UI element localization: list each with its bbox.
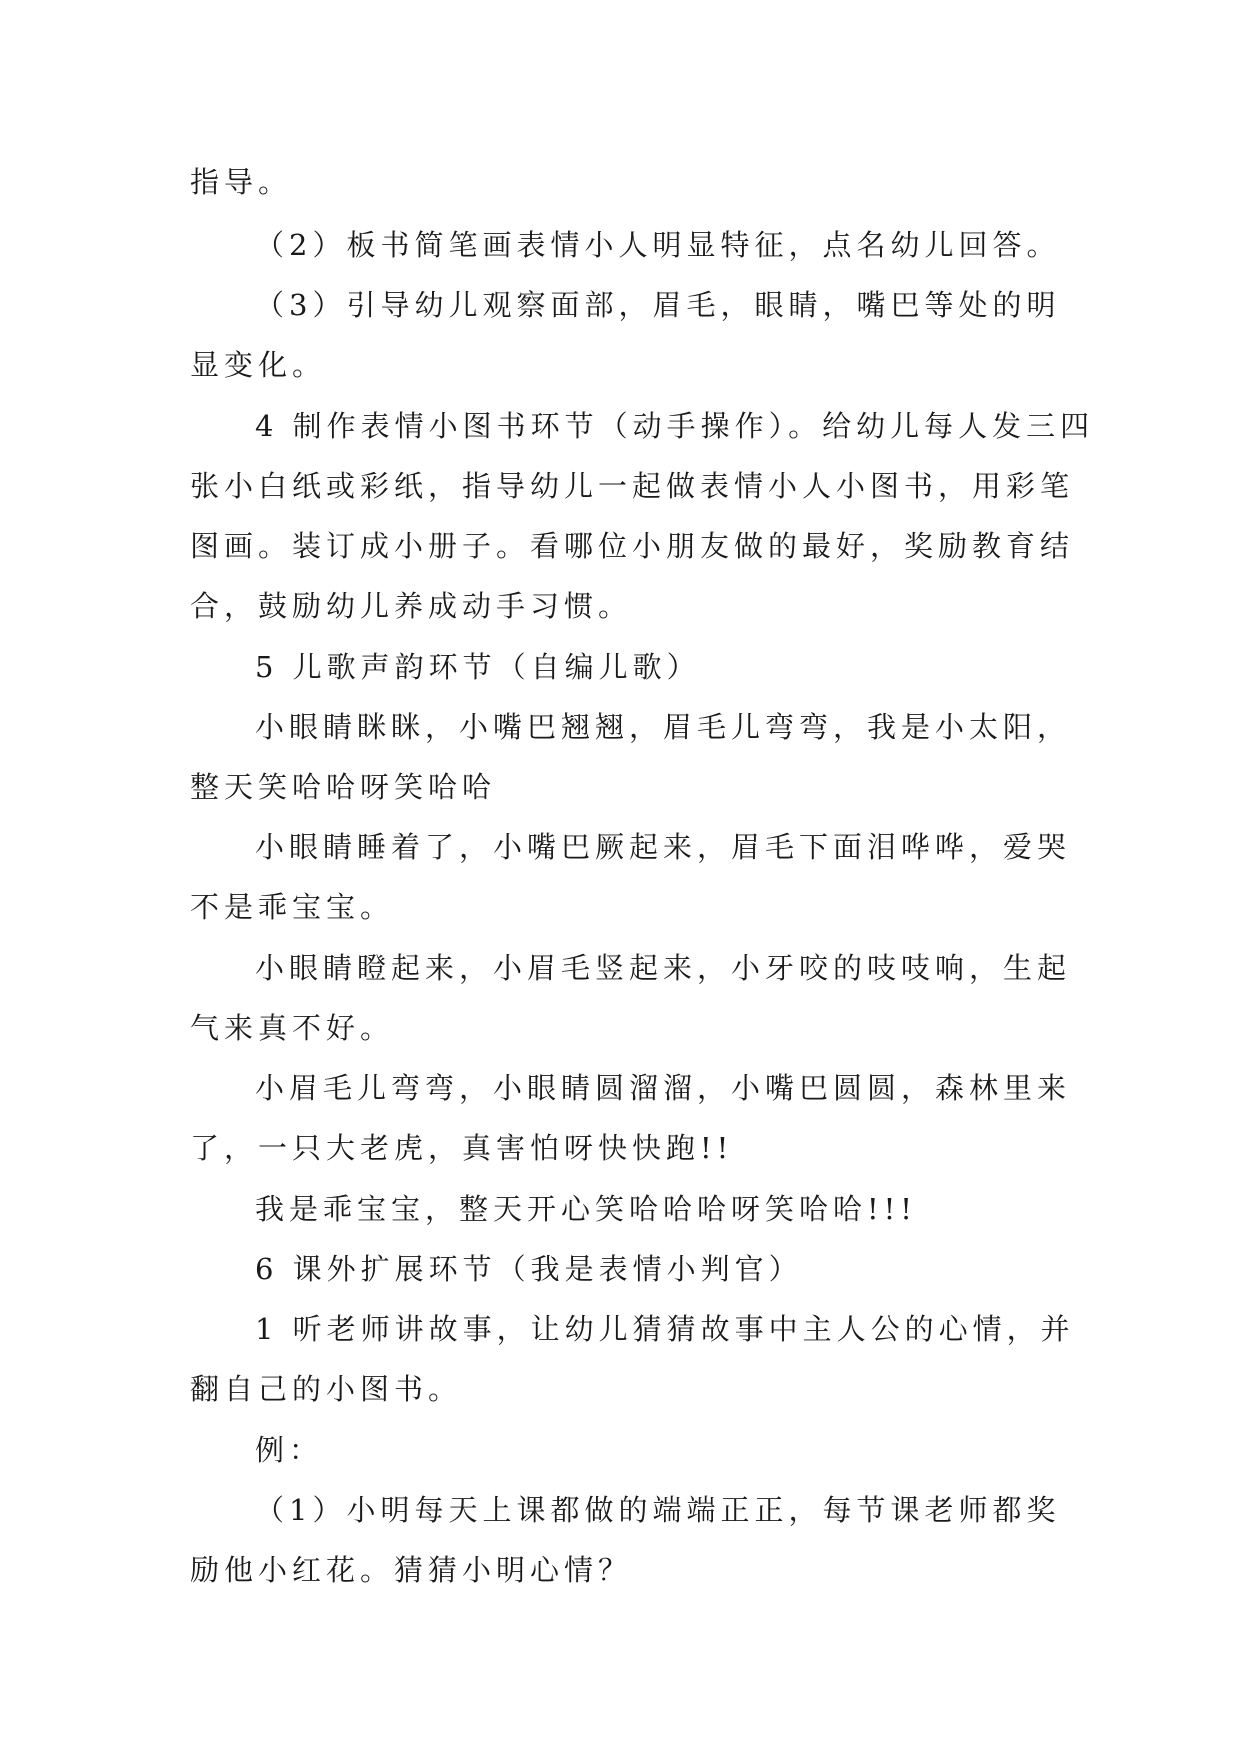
text-line: 气来真不好。 <box>190 1011 395 1045</box>
text-line: （1）小明每天上课都做的端端正正，每节课老师都奖 <box>255 1493 1061 1527</box>
text-line: 励他小红花。猜猜小明心情？ <box>190 1553 633 1587</box>
text-line: 指导。 <box>190 165 293 199</box>
text-line: 不是乖宝宝。 <box>190 890 395 924</box>
text-line: 6 课外扩展环节（我是表情小判官） <box>255 1252 803 1286</box>
text-line: 张小白纸或彩纸，指导幼儿一起做表情小人小图书，用彩笔 <box>190 469 1075 503</box>
text-line: 小眼睛瞪起来，小眉毛竖起来，小牙咬的吱吱响，生起 <box>255 951 1072 985</box>
text-line: 小眼睛睡着了，小嘴巴厥起来，眉毛下面泪哗哗，爱哭 <box>255 830 1072 864</box>
text-line: 翻自己的小图书。 <box>190 1372 463 1406</box>
text-line: 例： <box>255 1433 324 1467</box>
text-line: 小眼睛眯眯，小嘴巴翘翘，眉毛儿弯弯，我是小太阳， <box>255 710 1072 744</box>
text-line: 显变化。 <box>190 348 327 382</box>
text-line: 4 制作表情小图书环节（动手操作）。给幼儿每人发三四 <box>255 409 1095 443</box>
text-line: 5 儿歌声韵环节（自编儿歌） <box>255 650 701 684</box>
text-line: 图画。装订成小册子。看哪位小朋友做的最好，奖励教育结 <box>190 529 1075 563</box>
text-line: 1 听老师讲故事，让幼儿猜猜故事中主人公的心情，并 <box>255 1312 1075 1346</box>
text-line: 了，一只大老虎，真害怕呀快快跑!! <box>190 1131 734 1165</box>
text-line: 合，鼓励幼儿养成动手习惯。 <box>190 589 633 623</box>
text-line: （3）引导幼儿观察面部，眉毛，眼睛，嘴巴等处的明 <box>255 288 1061 322</box>
text-line: （2）板书简笔画表情小人明显特征，点名幼儿回答。 <box>255 228 1061 262</box>
text-line: 小眉毛儿弯弯，小眼睛圆溜溜，小嘴巴圆圆，森林里来 <box>255 1071 1072 1105</box>
text-line: 我是乖宝宝，整天开心笑哈哈哈呀笑哈哈!!! <box>255 1192 917 1226</box>
text-line: 整天笑哈哈呀笑哈哈 <box>190 770 497 804</box>
